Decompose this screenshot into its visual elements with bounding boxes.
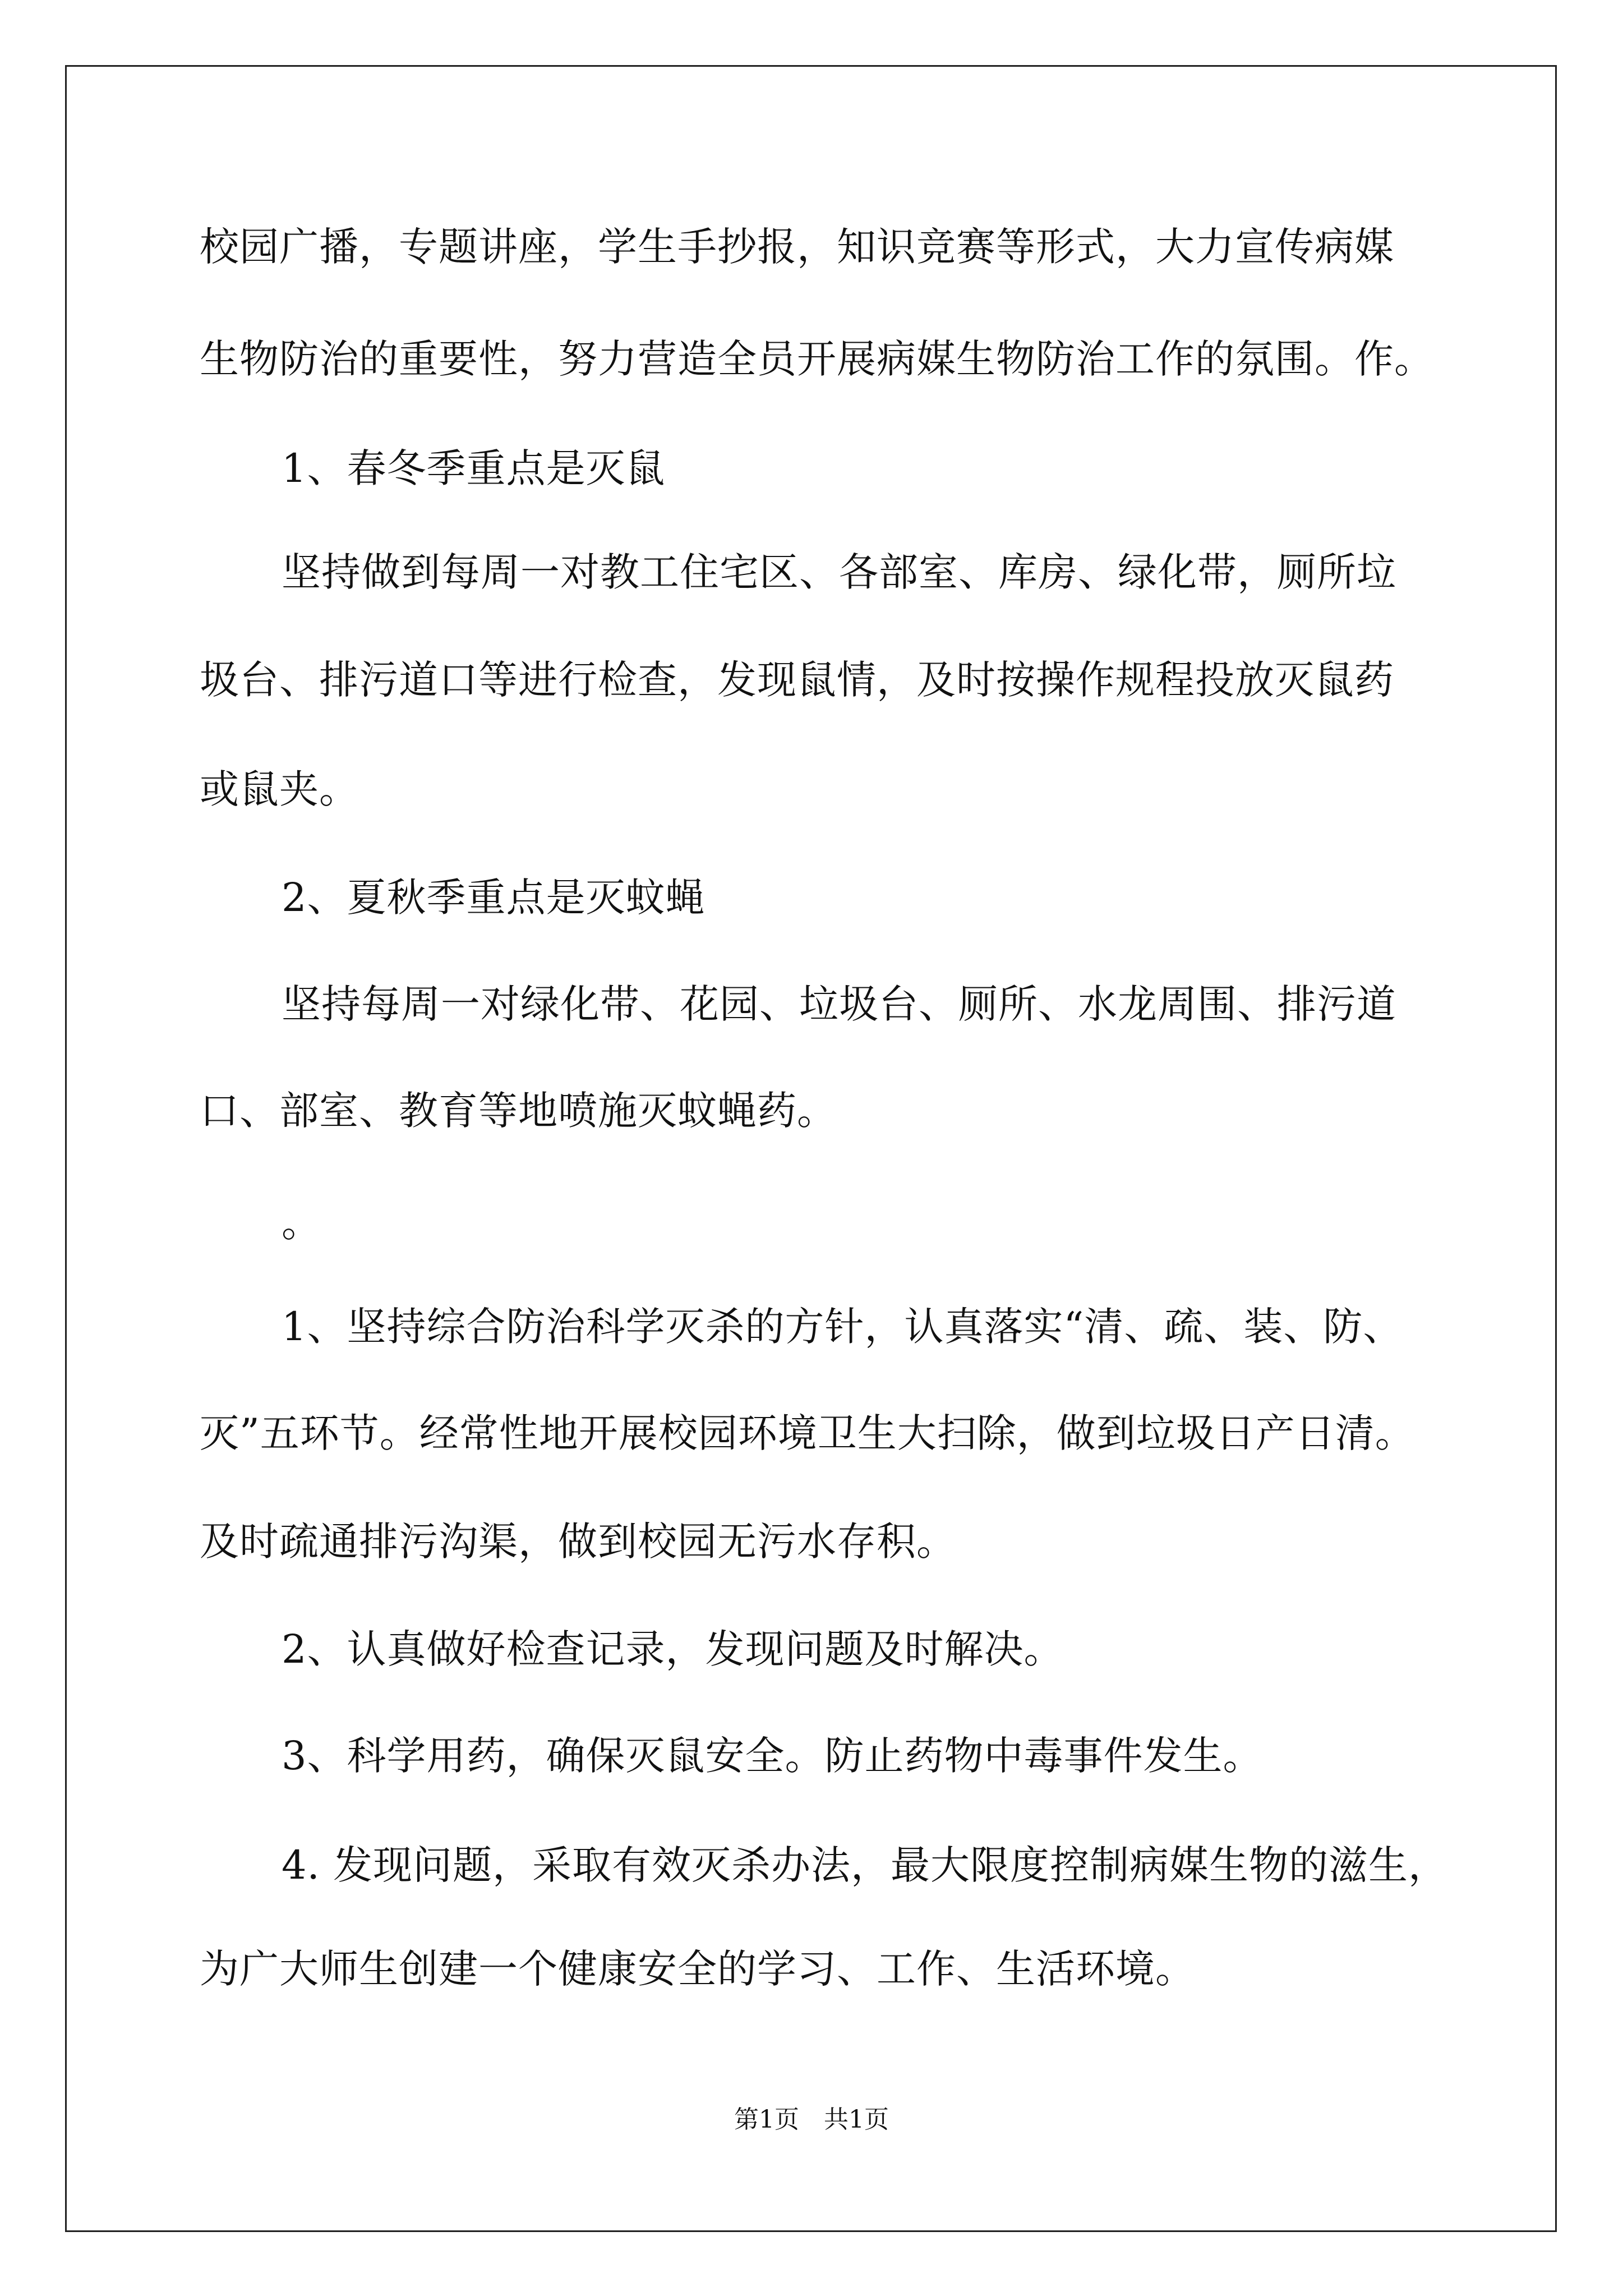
text-line-3: 1、春冬季重点是灭鼠 [282,445,666,491]
page-border [65,65,1557,2232]
page-footer: 第1页 共1页 [734,2105,889,2134]
text-line-14: 2、认真做好检查记录，发现问题及时解决。 [282,1626,1064,1672]
text-line-5: 圾台、排污道口等进行检查，发现鼠情，及时按操作规程投放灭鼠药 [200,657,1394,703]
text-line-13: 及时疏通排污沟渠，做到校园无污水存积。 [200,1519,956,1565]
text-line-2: 生物防治的重要性，努力营造全员开展病媒生物防治工作的氛围。作。 [200,336,1434,382]
text-line-4: 坚持做到每周一对教工住宅区、各部室、库房、绿化带，厕所垃 [282,549,1396,595]
text-line-17: 为广大师生创建一个健康安全的学习、工作、生活环境。 [200,1946,1195,1992]
text-line-7: 2、夏秋季重点是灭蚊蝇 [282,875,706,921]
text-line-10: 。 [282,1200,321,1246]
text-line-16: 4. 发现问题，采取有效灭杀办法，最大限度控制病媒生物的滋生， [282,1842,1449,1888]
text-line-8: 坚持每周一对绿化带、花园、垃圾台、厕所、水龙周围、排污道 [282,981,1396,1027]
text-line-9: 口、部室、教育等地喷施灭蚊蝇药。 [200,1088,837,1134]
text-line-12: 灭”五环节。经常性地开展校园环境卫生大扫除，做到垃圾日产日清。 [200,1410,1415,1456]
text-line-15: 3、科学用药，确保灭鼠安全。防止药物中毒事件发生。 [282,1733,1263,1779]
text-line-11: 1、坚持综合防治科学灭杀的方针，认真落实“清、疏、装、防、 [282,1304,1403,1350]
text-line-6: 或鼠夹。 [200,766,359,812]
text-line-1: 校园广播，专题讲座，学生手抄报，知识竞赛等形式，大力宣传病媒 [200,224,1394,270]
